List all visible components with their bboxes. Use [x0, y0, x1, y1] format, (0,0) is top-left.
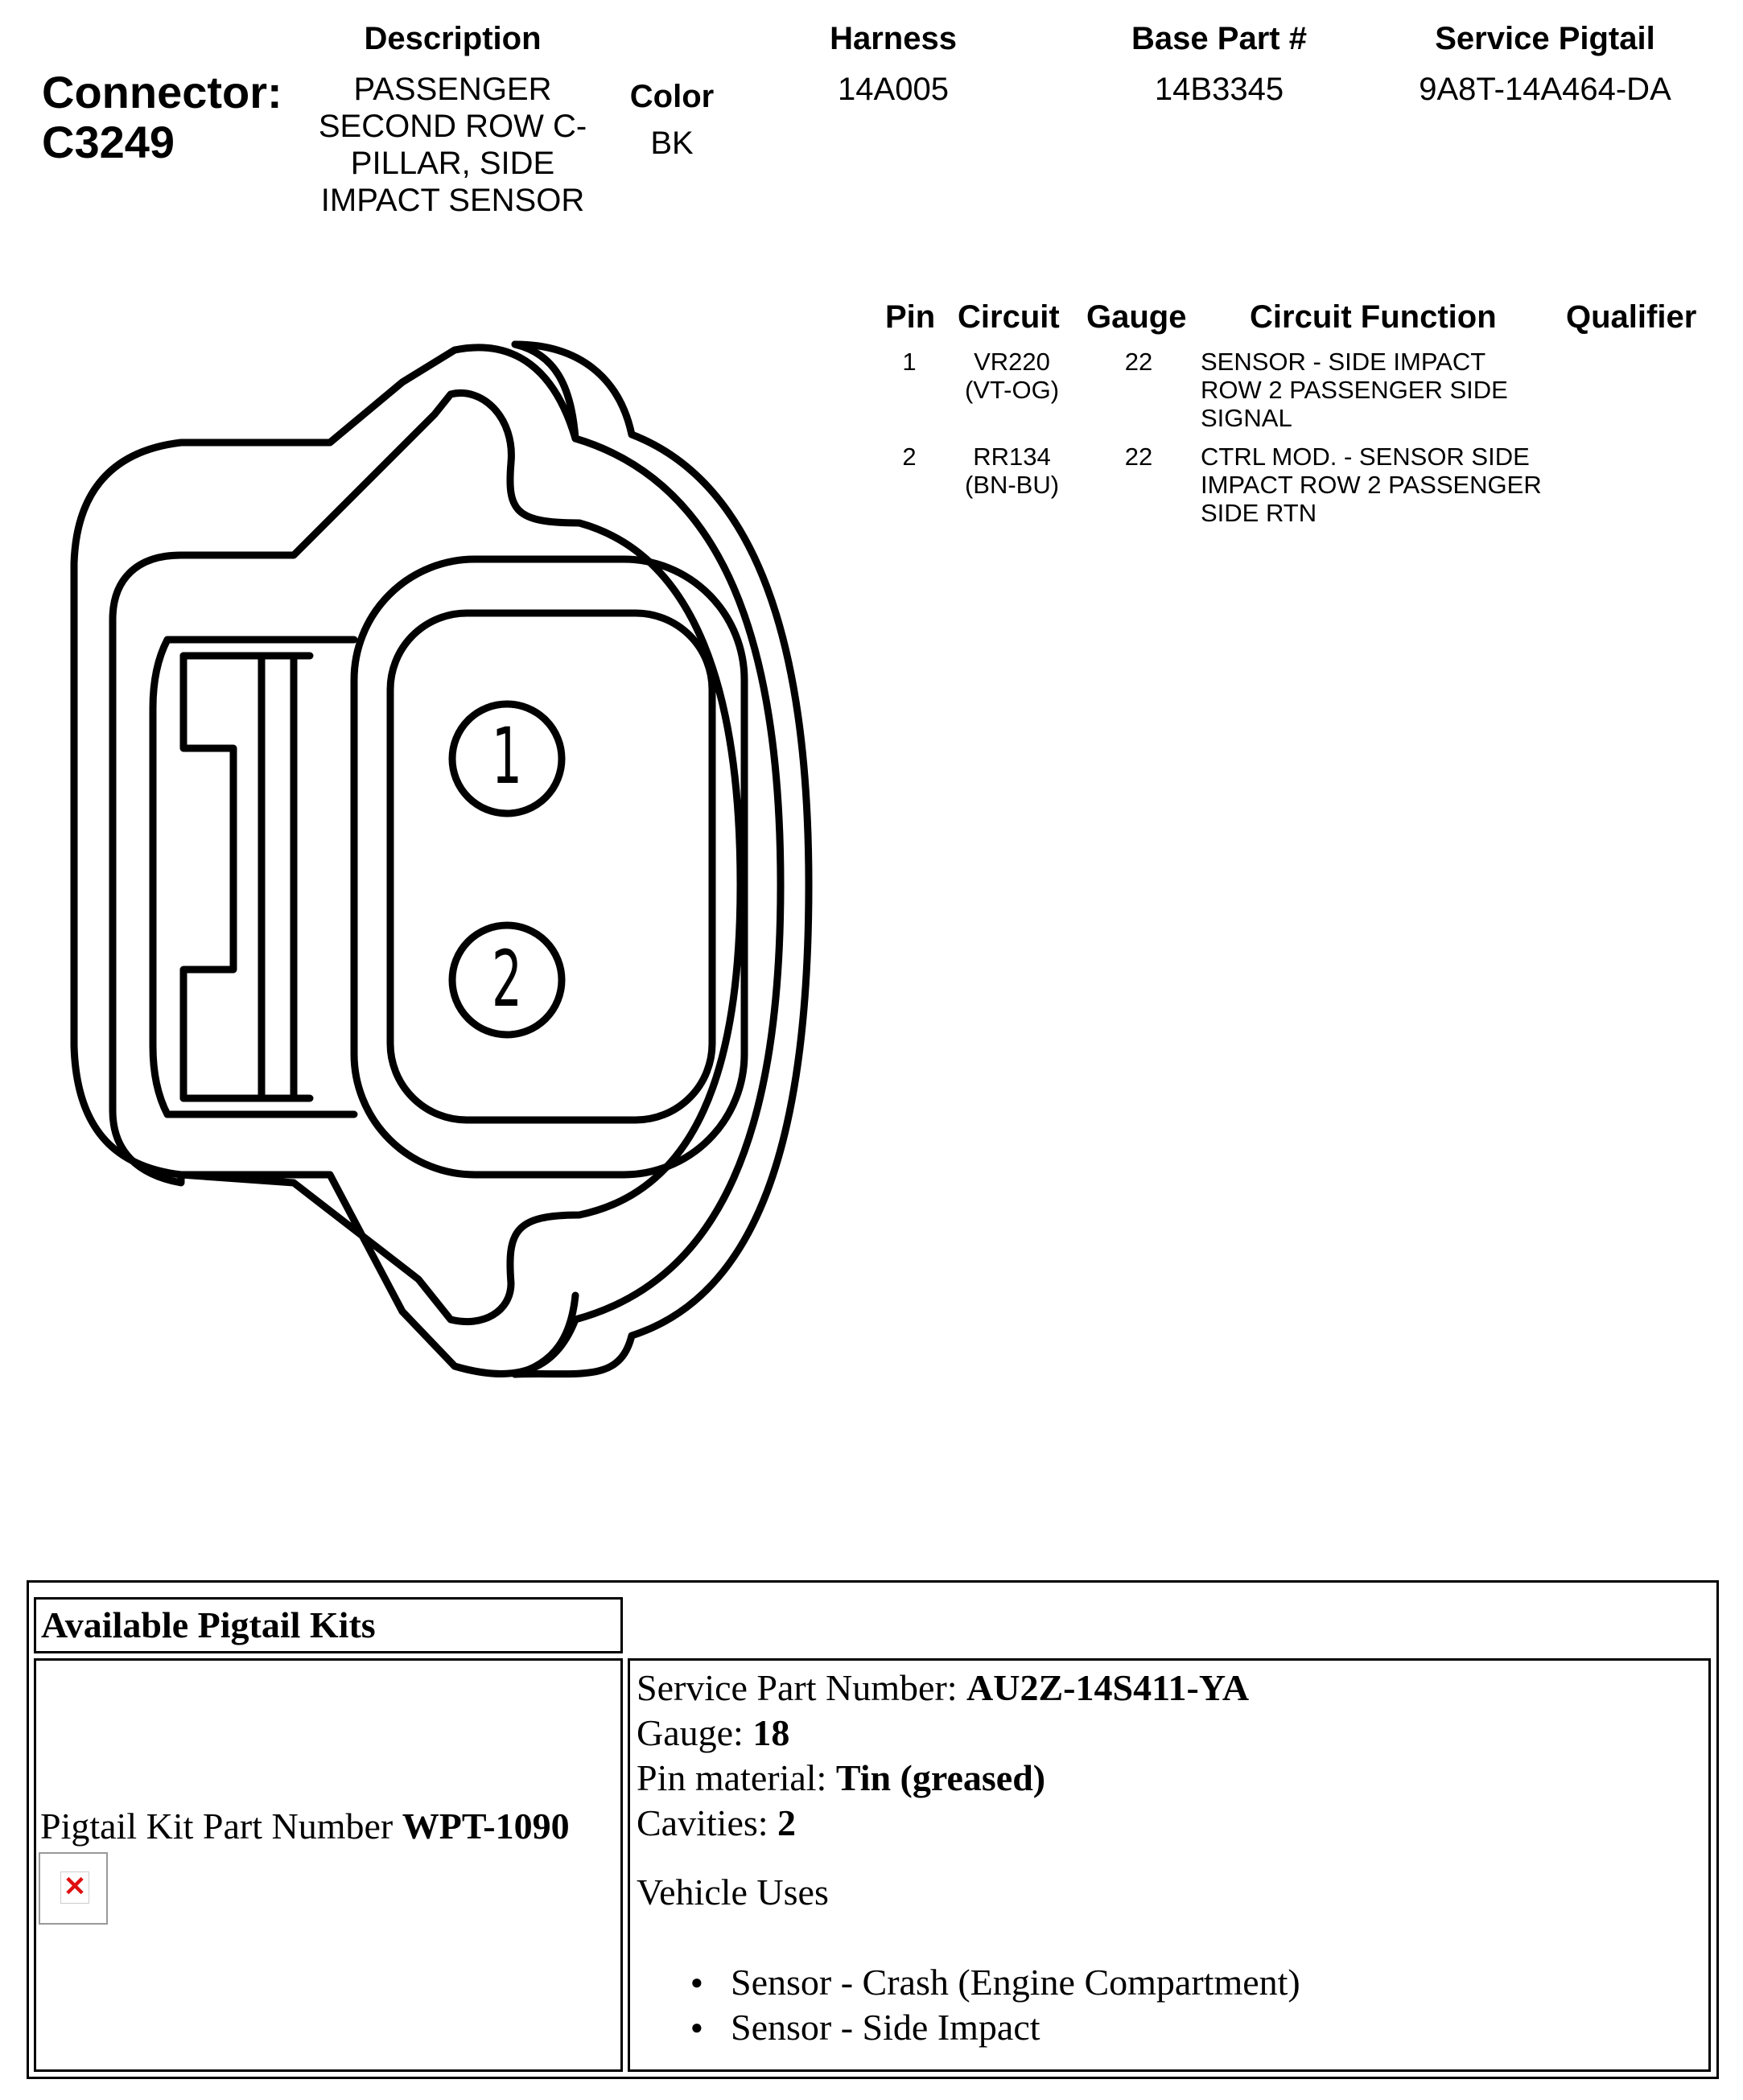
connector-label: Connector: [42, 67, 282, 117]
description-line: SECOND ROW C- [318, 109, 587, 144]
pigtail-details [637, 1666, 1300, 2050]
color-header: Color [629, 79, 715, 114]
pin-row-2-function [1201, 443, 1555, 527]
pin-row-1-function [1201, 348, 1555, 432]
cavities-label: Cavities: [637, 1802, 778, 1843]
harness-header: Harness [830, 21, 957, 56]
pigtail-kits-title-cell [34, 1597, 623, 1653]
gauge-column-header: Gauge [1086, 299, 1187, 335]
vehicle-uses-list [630, 1960, 1300, 2050]
cavities [637, 1801, 1300, 1846]
pin-material-label: Pin material: [637, 1757, 836, 1798]
function-line: IMPACT ROW 2 PASSENGER [1201, 471, 1542, 499]
pigtail-gauge-label: Gauge: [637, 1712, 753, 1753]
description-line: PASSENGER [353, 72, 552, 107]
description-line: IMPACT SENSOR [320, 183, 585, 218]
description-line: PILLAR, SIDE [350, 146, 555, 181]
circuit-id: VR220 [974, 348, 1050, 376]
pin-2-cavity [452, 925, 562, 1035]
service-part-label: Service Part Number: [637, 1667, 967, 1708]
kit-part-value: WPT-1090 [402, 1806, 570, 1847]
service-part-value: AU2Z-14S411-YA [966, 1667, 1250, 1708]
pin-row-2-pin: 2 [902, 443, 917, 471]
function-column-header: Circuit Function [1250, 299, 1497, 335]
pigtail-gauge-value: 18 [752, 1712, 790, 1753]
function-line: SIGNAL [1201, 404, 1292, 432]
broken-image-icon: ✕ [60, 1871, 89, 1904]
base-part-value: 14B3345 [1154, 72, 1284, 107]
pigtail-kit-part-number [40, 1804, 570, 1849]
color-value: BK [650, 126, 694, 161]
cavities-value: 2 [777, 1802, 797, 1843]
circuit-color: (BN-BU) [964, 471, 1060, 499]
pin-1-cavity [452, 704, 562, 813]
function-line: SIDE RTN [1201, 499, 1317, 527]
circuit-column-header: Circuit [958, 299, 1060, 335]
vehicle-use-item: ● Sensor - Side Impact [630, 2005, 1300, 2050]
function-line: CTRL MOD. - SENSOR SIDE [1201, 443, 1530, 471]
pin-column-header: Pin [885, 299, 936, 335]
connector-face-diagram [0, 0, 885, 1448]
pigtail-details-cell [628, 1658, 1711, 2072]
pigtail-kits-title: Available Pigtail Kits [41, 1604, 376, 1645]
kit-part-label: Pigtail Kit Part Number [40, 1806, 402, 1847]
pin-2-label: 2 [492, 934, 522, 1024]
pin-row-2-circuit [946, 443, 1078, 499]
pigtail-kit-image [39, 1852, 108, 1925]
vehicle-use-item: ● Sensor - Crash (Engine Compartment) [630, 1960, 1300, 2005]
vehicle-uses-label: Vehicle Uses [637, 1871, 829, 1913]
service-part-number [637, 1666, 1300, 1711]
pin-row-1-gauge: 22 [1124, 348, 1153, 376]
pin-material-value: Tin (greased) [835, 1757, 1046, 1798]
connector-id: C3249 [42, 117, 175, 167]
qualifier-column-header: Qualifier [1566, 299, 1697, 335]
pin-row-1-circuit [946, 348, 1078, 404]
pin-1-label: 1 [492, 711, 522, 801]
pigtail-kit-part-cell [34, 1658, 623, 2072]
base-part-header: Base Part # [1131, 21, 1307, 56]
circuit-color: (VT-OG) [964, 376, 1060, 404]
function-line: ROW 2 PASSENGER SIDE [1201, 376, 1508, 404]
service-pigtail-value: 9A8T-14A464-DA [1419, 72, 1671, 107]
harness-value: 14A005 [838, 72, 949, 107]
function-line: SENSOR - SIDE IMPACT [1201, 348, 1486, 376]
service-pigtail-header: Service Pigtail [1435, 21, 1655, 56]
pigtail-gauge [637, 1711, 1300, 1756]
description-header: Description [364, 21, 542, 56]
circuit-id: RR134 [973, 443, 1051, 471]
pin-row-1-pin: 1 [902, 348, 917, 376]
pin-row-2-gauge: 22 [1124, 443, 1153, 471]
pin-material [637, 1756, 1300, 1801]
